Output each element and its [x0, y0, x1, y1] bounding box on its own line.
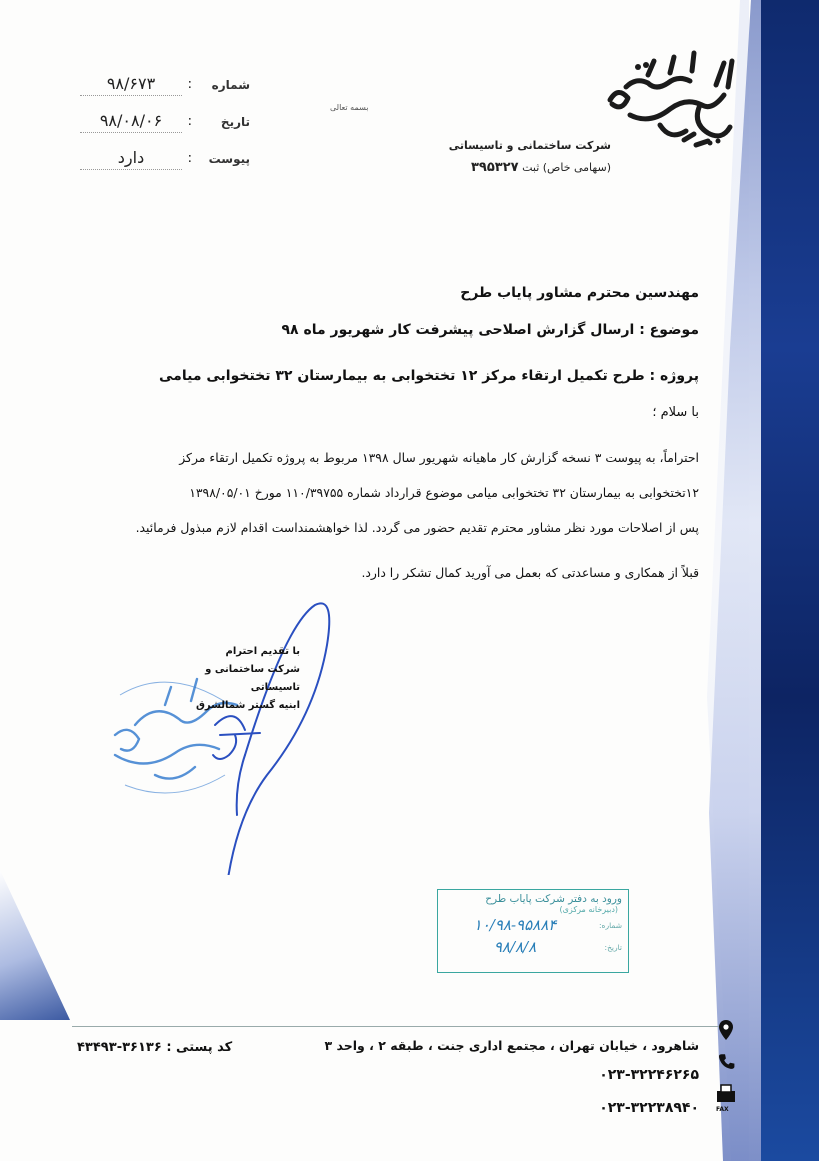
registration-prefix: (سهامی خاص) ثبت: [522, 161, 611, 174]
signature-and-seal: [95, 585, 335, 875]
fax-icon: [714, 1082, 738, 1106]
stamp-title: ورود به دفتر شرکت پایاب طرح: [485, 893, 622, 905]
stamp-date-row: [438, 936, 628, 958]
paragraph-line: ۱۲تختخوابی به بیمارستان ۳۲ تختخوابی میامی موضوع قرارداد شماره ۱۱۰/۳۹۷۵۵ مورخ ۱۳۹۸/۰۵/۰۱: [189, 485, 699, 500]
bismillah: بسمه تعالی: [330, 103, 369, 112]
date-value: ۹۸/۰۸/۰۶: [80, 111, 182, 133]
phone-icon: [714, 1050, 738, 1074]
company-registration: [471, 160, 611, 175]
decorative-stripe-dark: [761, 0, 819, 1161]
thanks-line: قبلاً از همکاری و مساعدتی که بعمل می آورید کمال تشکر را دارد.: [361, 565, 699, 580]
meta-number-row: [80, 66, 250, 103]
registration-number: ۳۹۵۳۲۷: [470, 160, 519, 175]
postal-code: [77, 1040, 232, 1055]
footer-phone: ۰۲۳-۳۲۲۴۶۲۶۵: [599, 1067, 699, 1083]
addressee: مهندسین محترم مشاور پایاب طرح: [460, 285, 699, 301]
colon: :: [187, 114, 192, 129]
subject-line: موضوع : ارسال گزارش اصلاحی پیشرفت کار شهریور ماه ۹۸: [281, 322, 699, 338]
greeting: با سلام ؛: [652, 405, 699, 420]
location-pin-icon: [714, 1018, 738, 1042]
footer-address: شاهرود ، خیابان تهران ، مجتمع اداری جنت ، طبقه ۲ ، واحد ۳: [324, 1038, 699, 1053]
company-logo: [600, 45, 740, 155]
signature-block: [180, 643, 300, 715]
stamp-subtitle: (دبیرخانه مرکزی): [559, 905, 618, 914]
meta-date-row: [80, 103, 250, 140]
colon: :: [187, 151, 192, 166]
number-label: شماره: [211, 77, 250, 92]
receipt-stamp: [437, 889, 629, 973]
attachment-value: دارد: [80, 148, 182, 170]
project-line: پروژه : طرح تکمیل ارتقاء مرکز ۱۲ تختخوابی به بیمارستان ۳۲ تختخوابی میامی: [159, 368, 699, 384]
letter-meta: [80, 66, 250, 177]
postal-value: ۳۶۱۳۶-۴۳۴۹۳: [77, 1040, 162, 1055]
footer-fax: ۰۲۳-۳۲۲۳۸۹۴۰: [599, 1100, 699, 1116]
footer-divider: [72, 1026, 724, 1027]
stamp-number-value: ۱۰/۹۸-۹۵۸۸۴: [473, 916, 557, 934]
decorative-corner: [0, 870, 70, 1020]
stamp-date-label: تاریخ:: [604, 942, 622, 952]
paragraph-line: پس از اصلاحات مورد نظر مشاور محترم تقدیم حضور می گردد. لذا خواهشمنداست اقدام لازم مبذول فرمائید.: [135, 520, 699, 535]
stamp-date-value: ۹۸/۸/۸: [493, 938, 537, 956]
company-name: شرکت ساختمانی و تاسیساتی: [448, 139, 611, 152]
attachment-label: پیوست: [208, 151, 250, 166]
stamp-number-row: [438, 914, 628, 936]
number-value: ۹۸/۶۷۳: [80, 74, 182, 96]
postal-label: کد پستی :: [166, 1040, 233, 1055]
date-label: تاریخ: [220, 114, 250, 129]
signature-closing: با تقدیم احترام: [225, 646, 300, 657]
paragraph-line: احتراماً، به پیوست ۳ نسخه گزارش کار ماهیانه شهریور سال ۱۳۹۸ مربوط به پروژه تکمیل ارتقاء مرکز: [179, 450, 699, 465]
fax-icon-label: FAX: [716, 1106, 729, 1113]
signature-company-name: ابنیه گستر شمالشرق: [195, 700, 300, 711]
letter-paragraph: [99, 440, 699, 545]
stamp-number-label: شماره:: [599, 920, 622, 930]
meta-attachment-row: [80, 140, 250, 177]
colon: :: [187, 77, 192, 92]
signature-company-type: شرکت ساختمانی و تاسیساتی: [205, 664, 300, 693]
